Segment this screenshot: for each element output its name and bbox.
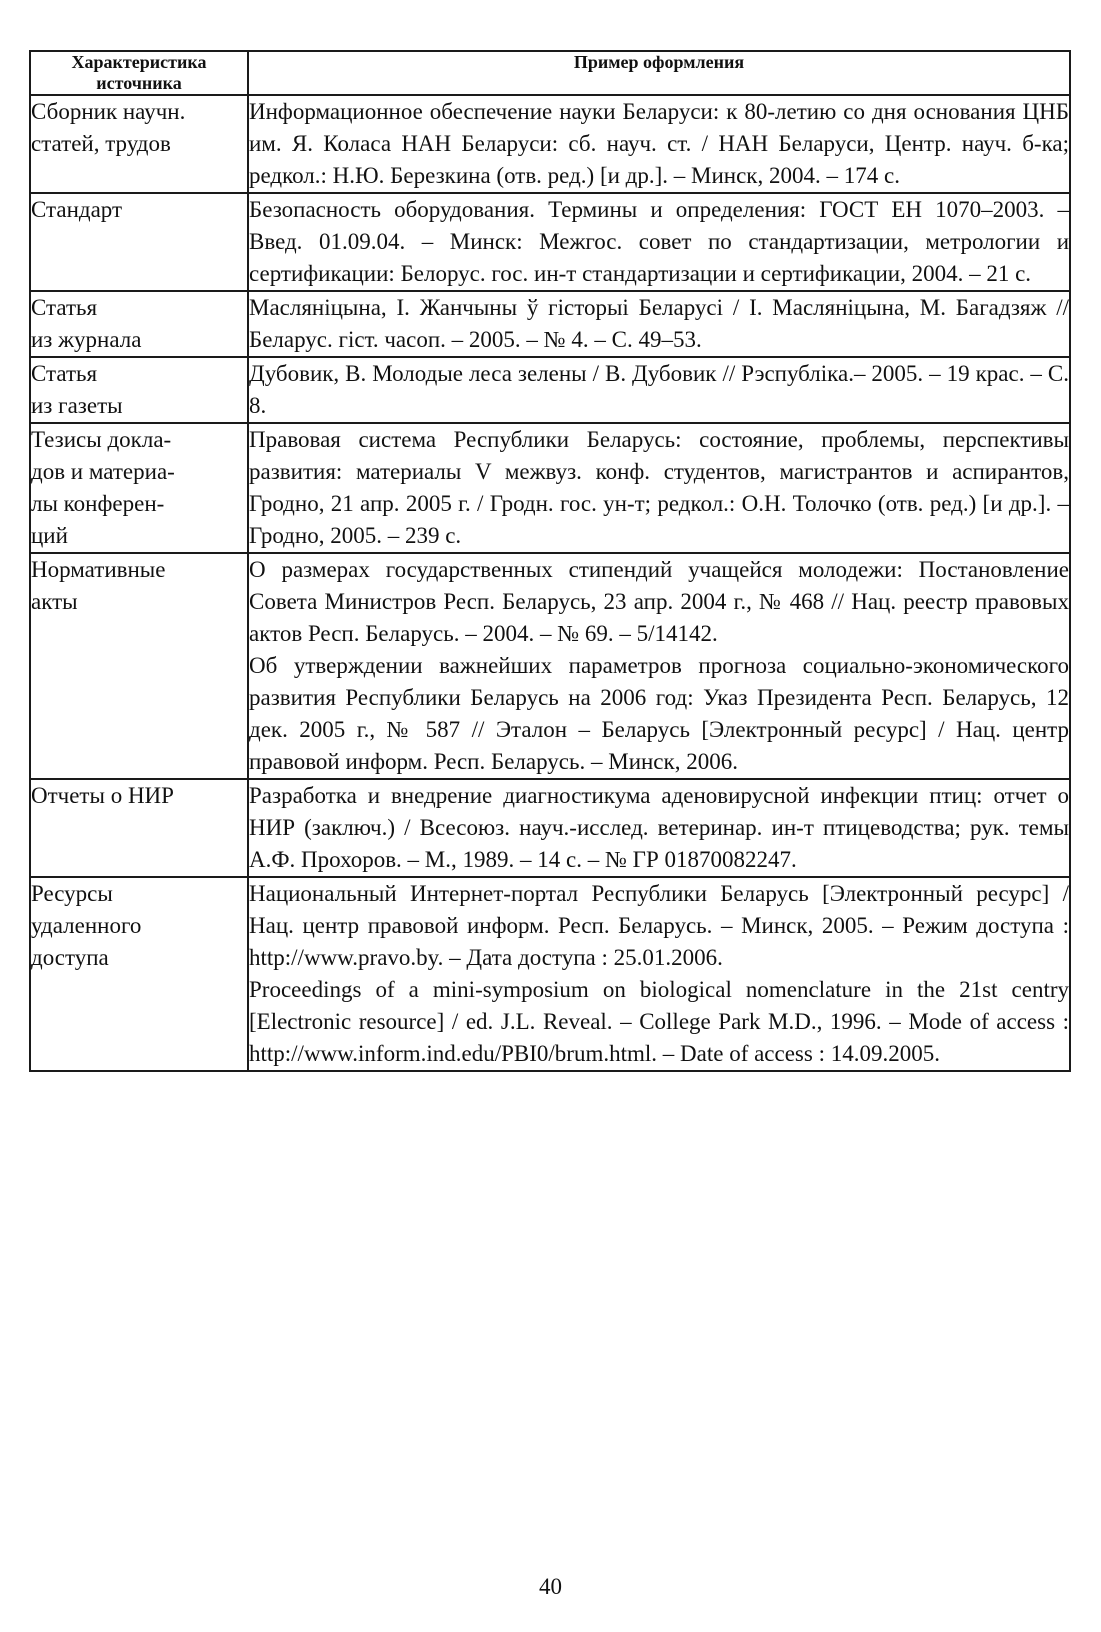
citation-entry: Безопасность оборудования. Термины и определения: ГОСТ ЕН 1070–2003. – Введ. 01.09.04. – Минск: Межгос. совет по стандартизации, метрологии и сертификации: Белорус. гос. ин-т стандартизации и сертификации, 2004. – 21 с. — [249, 197, 1069, 286]
citation-entry: Национальный Интернет-портал Республики Беларусь [Электронный ресурс] / Нац. центр правовой информ. Респ. Беларусь. – Минск, 2005. – Режим доступа : http://www.pravo.by. – Дата доступа : 25.01.2006. — [249, 881, 1069, 970]
header-example: Пример оформления — [248, 51, 1070, 95]
source-type-cell: Статья из журнала — [30, 291, 248, 357]
source-type-cell: Стандарт — [30, 193, 248, 291]
example-cell — [248, 423, 1070, 553]
table-row — [30, 95, 1070, 193]
example-cell — [248, 95, 1070, 193]
table-row — [30, 357, 1070, 423]
header-source-type: Характеристика источника — [30, 51, 248, 95]
example-cell — [248, 553, 1070, 779]
source-type-cell: Отчеты о НИР — [30, 779, 248, 877]
table-row — [30, 553, 1070, 779]
citation-entry: Правовая система Республики Беларусь: состояние, проблемы, перспективы развития: материалы V межвуз. конф. студентов, магистрантов и аспирантов, Гродно, 21 апр. 2005 г. / Гродн. гос. ун-т; редкол.: О.Н. Толочко (отв. ред.) [и др.]. – Гродно, 2005. – 239 с. — [249, 427, 1069, 548]
example-cell — [248, 779, 1070, 877]
citation-entry: О размерах государственных стипендий учащейся молодежи: Постановление Совета Министров Респ. Беларусь, 23 апр. 2004 г., № 468 // Нац. реестр правовых актов Респ. Беларусь. – 2004. – № 69. – 5/14142. — [249, 557, 1069, 646]
table-row — [30, 779, 1070, 877]
table-row — [30, 423, 1070, 553]
citation-entry: Информационное обеспечение науки Беларуси: к 80-летию со дня основания ЦНБ им. Я. Коласа НАН Беларуси: сб. науч. ст. / НАН Беларуси, Центр. науч. б-ка; редкол.: Н.Ю. Березкина (отв. ред.) [и др.]. – Минск, 2004. – 174 с. — [249, 99, 1069, 188]
citation-entry: Proceedings of a mini-symposium on biological nomenclature in the 21st centry [Electronic resource] / ed. J.L. Reveal. – College Park M.D., 1996. – Mode of access : http://www.inform.ind.edu/PBI0/brum.html. – Date of access : 14.09.2005. — [249, 977, 1069, 1066]
citation-entry: Дубовик, В. Молодые леса зелены / В. Дубовик // Рэспубліка.– 2005. – 19 крас. – С. 8. — [249, 361, 1069, 418]
bibliography-examples-table — [29, 50, 1071, 1072]
table-row — [30, 877, 1070, 1071]
source-type-cell: Статья из газеты — [30, 357, 248, 423]
citation-entry: Масляніцына, І. Жанчыны ў гісторыі Беларусі / І. Масляніцына, М. Багадзяж // Беларус. гіст. часоп. – 2005. – № 4. – С. 49–53. — [249, 295, 1069, 352]
source-type-cell: Нормативные акты — [30, 553, 248, 779]
example-cell — [248, 291, 1070, 357]
source-type-cell: Ресурсы удаленного доступа — [30, 877, 248, 1071]
example-cell — [248, 193, 1070, 291]
table-header-row — [30, 51, 1070, 95]
example-cell — [248, 357, 1070, 423]
table-row — [30, 291, 1070, 357]
example-cell — [248, 877, 1070, 1071]
table-body — [30, 95, 1070, 1071]
source-type-cell: Сборник научн. статей, трудов — [30, 95, 248, 193]
citation-entry: Разработка и внедрение диагностикума аденовирусной инфекции птиц: отчет о НИР (заключ.) / Всесоюз. науч.-исслед. ветеринар. ин-т птицеводства; рук. темы А.Ф. Прохоров. – М., 1989. – 14 с. – № ГР 01870082247. — [249, 783, 1069, 872]
citation-entry: Об утверждении важнейших параметров прогноза социально-экономического развития Республики Беларусь на 2006 год: Указ Президента Респ. Беларусь, 12 дек. 2005 г., № 587 // Эталон – Беларусь [Электронный ресурс] / Нац. центр правовой информ. Респ. Беларусь. – Минск, 2006. — [249, 653, 1069, 774]
source-type-cell: Тезисы докла- дов и материа- лы конферен- ций — [30, 423, 248, 553]
page-number: 40 — [539, 1574, 562, 1599]
table-row — [30, 193, 1070, 291]
